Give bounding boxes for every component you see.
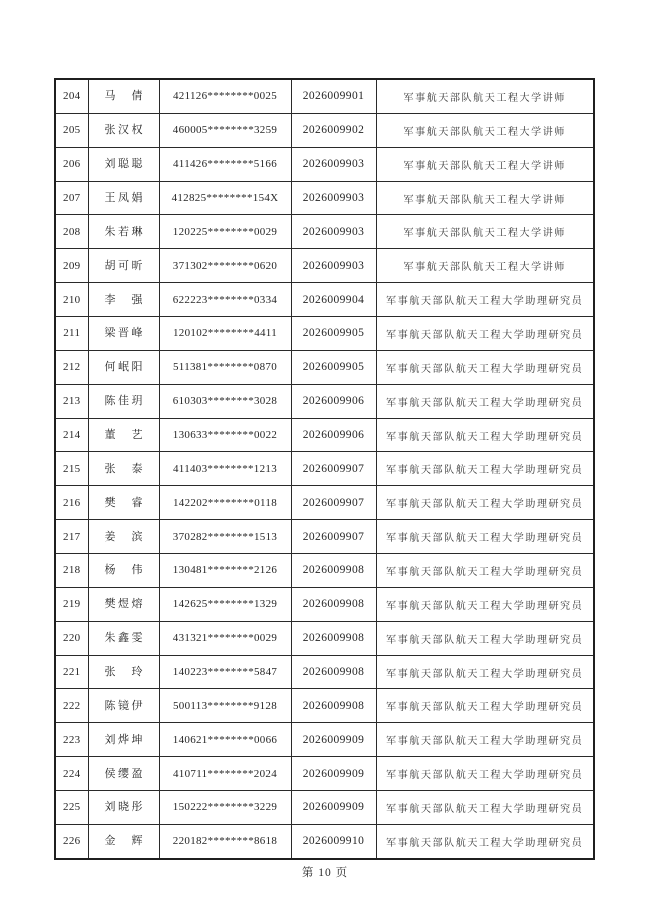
table-row: [55, 350, 594, 384]
name-cell: [88, 181, 159, 215]
table-row: [55, 520, 594, 554]
id-number-cell: 610303********3028: [159, 384, 291, 418]
position-cell: 军事航天部队航天工程大学讲师: [376, 79, 594, 113]
table-row: [55, 418, 594, 452]
table-row: [55, 689, 594, 723]
name-cell: [88, 147, 159, 181]
name-cell: [88, 418, 159, 452]
row-number-cell: 208: [55, 215, 88, 249]
table-row: [55, 486, 594, 520]
person-name: 金辉: [104, 835, 143, 848]
id-number-cell: 370282********1513: [159, 520, 291, 554]
job-code-cell: 2026009906: [291, 384, 376, 418]
person-name: 杨伟: [104, 564, 143, 577]
id-number-cell: 622223********0334: [159, 283, 291, 317]
row-number-cell: 224: [55, 757, 88, 791]
person-name: 陈镜伊: [104, 699, 143, 712]
table-row: [55, 587, 594, 621]
job-code-cell: 2026009906: [291, 418, 376, 452]
row-number-cell: 212: [55, 350, 88, 384]
name-cell: [88, 283, 159, 317]
name-cell: [88, 384, 159, 418]
person-name: 张泰: [104, 462, 143, 475]
position-cell: 军事航天部队航天工程大学助理研究员: [376, 587, 594, 621]
person-name: 马倩: [104, 90, 143, 103]
table-row: [55, 283, 594, 317]
row-number-cell: 226: [55, 824, 88, 858]
position-cell: 军事航天部队航天工程大学讲师: [376, 147, 594, 181]
personnel-table-body: [55, 79, 594, 859]
name-cell: [88, 554, 159, 588]
row-number-cell: 219: [55, 587, 88, 621]
position-cell: 军事航天部队航天工程大学助理研究员: [376, 621, 594, 655]
person-name: 梁晋峰: [104, 327, 143, 340]
position-cell: 军事航天部队航天工程大学助理研究员: [376, 824, 594, 858]
row-number-cell: 225: [55, 791, 88, 825]
id-number-cell: 140621********0066: [159, 723, 291, 757]
name-cell: [88, 350, 159, 384]
id-number-cell: 371302********0620: [159, 249, 291, 283]
row-number-cell: 211: [55, 317, 88, 351]
person-name: 董艺: [104, 429, 143, 442]
name-cell: [88, 723, 159, 757]
name-cell: [88, 689, 159, 723]
id-number-cell: 220182********8618: [159, 824, 291, 858]
person-name: 刘烨坤: [104, 733, 143, 746]
person-name: 樊煜熔: [104, 598, 143, 611]
job-code-cell: 2026009909: [291, 723, 376, 757]
id-number-cell: 120225********0029: [159, 215, 291, 249]
position-cell: 军事航天部队航天工程大学助理研究员: [376, 350, 594, 384]
name-cell: [88, 520, 159, 554]
job-code-cell: 2026009909: [291, 757, 376, 791]
job-code-cell: 2026009903: [291, 215, 376, 249]
id-number-cell: 142202********0118: [159, 486, 291, 520]
id-number-cell: 431321********0029: [159, 621, 291, 655]
position-cell: 军事航天部队航天工程大学助理研究员: [376, 723, 594, 757]
job-code-cell: 2026009907: [291, 520, 376, 554]
position-cell: 军事航天部队航天工程大学助理研究员: [376, 689, 594, 723]
job-code-cell: 2026009908: [291, 689, 376, 723]
id-number-cell: 411426********5166: [159, 147, 291, 181]
position-cell: 军事航天部队航天工程大学助理研究员: [376, 384, 594, 418]
table-row: [55, 79, 594, 113]
name-cell: [88, 79, 159, 113]
position-cell: 军事航天部队航天工程大学助理研究员: [376, 757, 594, 791]
job-code-cell: 2026009902: [291, 113, 376, 147]
job-code-cell: 2026009903: [291, 147, 376, 181]
page-footer: 第 10 页: [301, 867, 349, 879]
name-cell: [88, 249, 159, 283]
job-code-cell: 2026009908: [291, 554, 376, 588]
person-name: 王凤娟: [104, 192, 143, 204]
job-code-cell: 2026009901: [291, 79, 376, 113]
job-code-cell: 2026009903: [291, 181, 376, 215]
name-cell: [88, 587, 159, 621]
job-code-cell: 2026009908: [291, 621, 376, 655]
id-number-cell: 130481********2126: [159, 554, 291, 588]
row-number-cell: 214: [55, 418, 88, 452]
id-number-cell: 142625********1329: [159, 587, 291, 621]
person-name: 姜滨: [104, 530, 143, 543]
table-row: [55, 723, 594, 757]
id-number-cell: 410711********2024: [159, 757, 291, 791]
row-number-cell: 223: [55, 723, 88, 757]
position-cell: 军事航天部队航天工程大学讲师: [376, 215, 594, 249]
person-name: 刘晓彤: [104, 801, 143, 814]
job-code-cell: 2026009908: [291, 587, 376, 621]
name-cell: [88, 791, 159, 825]
id-number-cell: 150222********3229: [159, 791, 291, 825]
row-number-cell: 205: [55, 113, 88, 147]
row-number-cell: 222: [55, 689, 88, 723]
id-number-cell: 500113********9128: [159, 689, 291, 723]
name-cell: [88, 655, 159, 689]
job-code-cell: 2026009908: [291, 655, 376, 689]
id-number-cell: 140223********5847: [159, 655, 291, 689]
person-name: 何岷阳: [104, 361, 143, 374]
row-number-cell: 220: [55, 621, 88, 655]
row-number-cell: 221: [55, 655, 88, 689]
table-row: [55, 621, 594, 655]
person-name: 朱鑫雯: [104, 632, 143, 645]
row-number-cell: 207: [55, 181, 88, 215]
table-row: [55, 384, 594, 418]
table-row: [55, 317, 594, 351]
person-name: 张汉权: [104, 124, 143, 137]
row-number-cell: 217: [55, 520, 88, 554]
person-name: 刘聪聪: [104, 158, 143, 171]
position-cell: 军事航天部队航天工程大学助理研究员: [376, 520, 594, 554]
name-cell: [88, 215, 159, 249]
table-row: [55, 824, 594, 858]
position-cell: 军事航天部队航天工程大学讲师: [376, 113, 594, 147]
name-cell: [88, 824, 159, 858]
table-row: [55, 249, 594, 283]
person-name: 朱若琳: [104, 225, 143, 238]
id-number-cell: 511381********0870: [159, 350, 291, 384]
id-number-cell: 130633********0022: [159, 418, 291, 452]
person-name: 侯缨盈: [104, 767, 143, 780]
person-name: 樊睿: [104, 496, 143, 509]
row-number-cell: 213: [55, 384, 88, 418]
id-number-cell: 421126********0025: [159, 79, 291, 113]
job-code-cell: 2026009907: [291, 452, 376, 486]
job-code-cell: 2026009909: [291, 791, 376, 825]
id-number-cell: 412825********154X: [159, 181, 291, 215]
position-cell: 军事航天部队航天工程大学助理研究员: [376, 317, 594, 351]
name-cell: [88, 113, 159, 147]
id-number-cell: 460005********3259: [159, 113, 291, 147]
table-row: [55, 554, 594, 588]
position-cell: 军事航天部队航天工程大学讲师: [376, 249, 594, 283]
name-cell: [88, 317, 159, 351]
row-number-cell: 216: [55, 486, 88, 520]
row-number-cell: 209: [55, 249, 88, 283]
position-cell: 军事航天部队航天工程大学助理研究员: [376, 655, 594, 689]
position-cell: 军事航天部队航天工程大学助理研究员: [376, 418, 594, 452]
job-code-cell: 2026009905: [291, 350, 376, 384]
person-name: 张玲: [104, 666, 143, 679]
position-cell: 军事航天部队航天工程大学助理研究员: [376, 554, 594, 588]
position-cell: 军事航天部队航天工程大学助理研究员: [376, 452, 594, 486]
row-number-cell: 210: [55, 283, 88, 317]
row-number-cell: 215: [55, 452, 88, 486]
row-number-cell: 218: [55, 554, 88, 588]
job-code-cell: 2026009905: [291, 317, 376, 351]
job-code-cell: 2026009904: [291, 283, 376, 317]
table-row: [55, 757, 594, 791]
job-code-cell: 2026009910: [291, 824, 376, 858]
position-cell: 军事航天部队航天工程大学讲师: [376, 181, 594, 215]
table-row: [55, 147, 594, 181]
table-row: [55, 452, 594, 486]
table-row: [55, 113, 594, 147]
table-row: [55, 181, 594, 215]
name-cell: [88, 486, 159, 520]
row-number-cell: 206: [55, 147, 88, 181]
name-cell: [88, 757, 159, 791]
job-code-cell: 2026009907: [291, 486, 376, 520]
person-name: 李强: [104, 293, 143, 306]
id-number-cell: 120102********4411: [159, 317, 291, 351]
position-cell: 军事航天部队航天工程大学助理研究员: [376, 283, 594, 317]
position-cell: 军事航天部队航天工程大学助理研究员: [376, 791, 594, 825]
row-number-cell: 204: [55, 79, 88, 113]
table-row: [55, 791, 594, 825]
person-name: 胡可昕: [104, 259, 143, 272]
table-row: [55, 215, 594, 249]
name-cell: [88, 452, 159, 486]
table-row: [55, 655, 594, 689]
position-cell: 军事航天部队航天工程大学助理研究员: [376, 486, 594, 520]
id-number-cell: 411403********1213: [159, 452, 291, 486]
person-name: 陈佳玥: [104, 395, 143, 408]
personnel-table: [54, 78, 595, 860]
job-code-cell: 2026009903: [291, 249, 376, 283]
name-cell: [88, 621, 159, 655]
